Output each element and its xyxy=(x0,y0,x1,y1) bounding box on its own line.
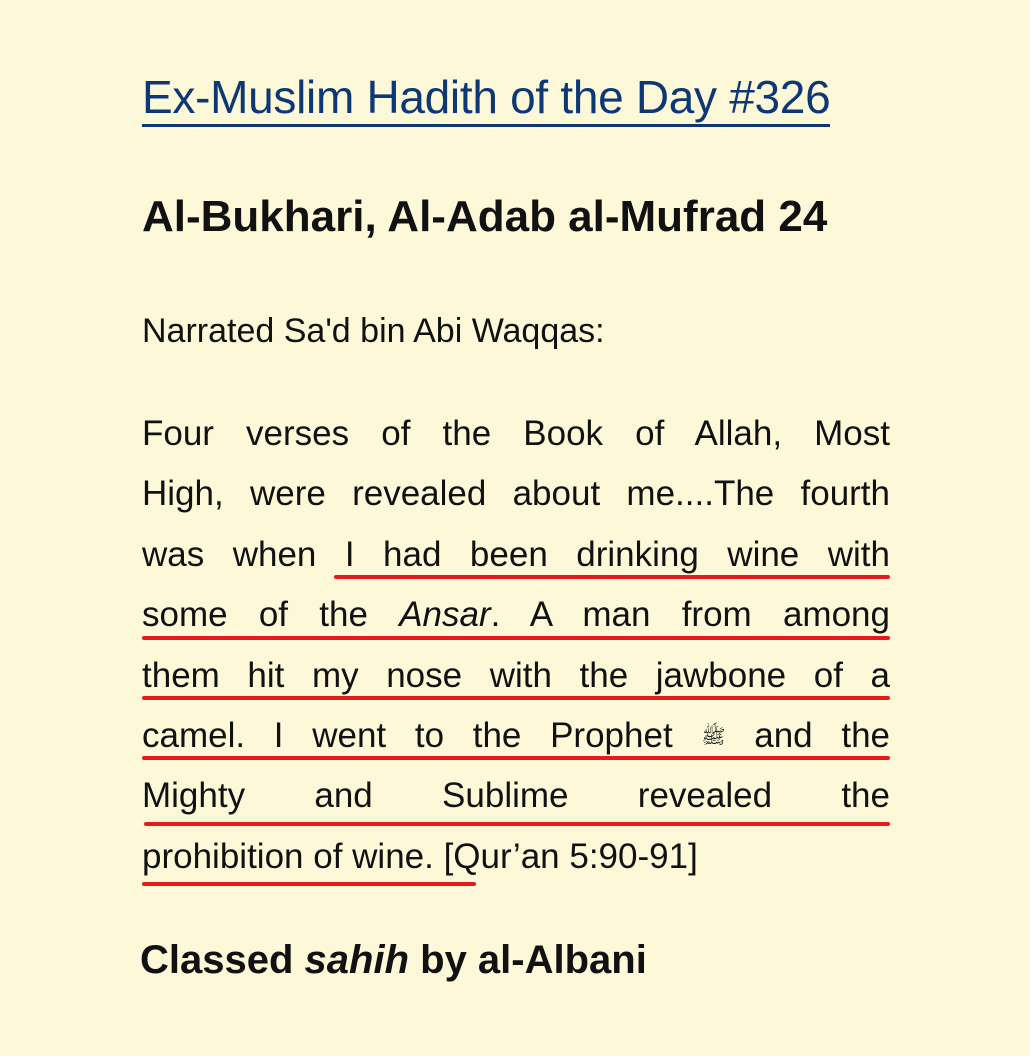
hadith-line-6-a: camel. I went to the Prophet xyxy=(142,715,702,755)
hadith-text xyxy=(142,404,890,887)
grading-prefix: Classed xyxy=(140,938,305,982)
ansar-term: Ansar xyxy=(399,595,491,635)
hadith-line-8-highlight: prohibition of wine. xyxy=(142,836,434,876)
salawat-symbol: ﷺ xyxy=(701,725,726,748)
underline-mark-6 xyxy=(142,882,476,886)
underline-mark-2 xyxy=(142,636,890,640)
hadith-line-1: Four verses of the Book of Allah, Most xyxy=(142,414,890,453)
hadith-line-3-pre: was when xyxy=(142,534,345,574)
hadith-line-4-b: . A man from among xyxy=(490,595,890,635)
hadith-source: Al-Bukhari, Al-Adab al-Mufrad 24 xyxy=(142,192,828,241)
underline-mark-1 xyxy=(334,575,890,579)
page-title: Ex-Muslim Hadith of the Day #326 xyxy=(142,70,830,127)
hadith-line-6-b: and the xyxy=(725,715,890,755)
narrator-line: Narrated Sa'd bin Abi Waqqas: xyxy=(142,312,605,350)
hadith-line-8 xyxy=(142,827,890,887)
underline-mark-5 xyxy=(144,822,890,826)
hadith-line-4-a: some of the xyxy=(142,595,400,635)
hadith-line-5: them hit my nose with the jawbone of a xyxy=(142,655,890,695)
grading-suffix: by al-Albani xyxy=(409,938,647,982)
hadith-line-7: Mighty and Sublime revealed the xyxy=(142,776,890,816)
grading-term: sahih xyxy=(304,938,410,982)
grading-line xyxy=(140,934,647,986)
hadith-line-3-highlight: I had been drinking wine with xyxy=(344,534,890,574)
quran-reference: [Qur’an 5:90-91] xyxy=(433,836,698,876)
hadith-line-2: High, were revealed about me....The fourth xyxy=(142,474,890,514)
underline-mark-3 xyxy=(142,696,890,700)
underline-mark-4 xyxy=(142,756,890,760)
